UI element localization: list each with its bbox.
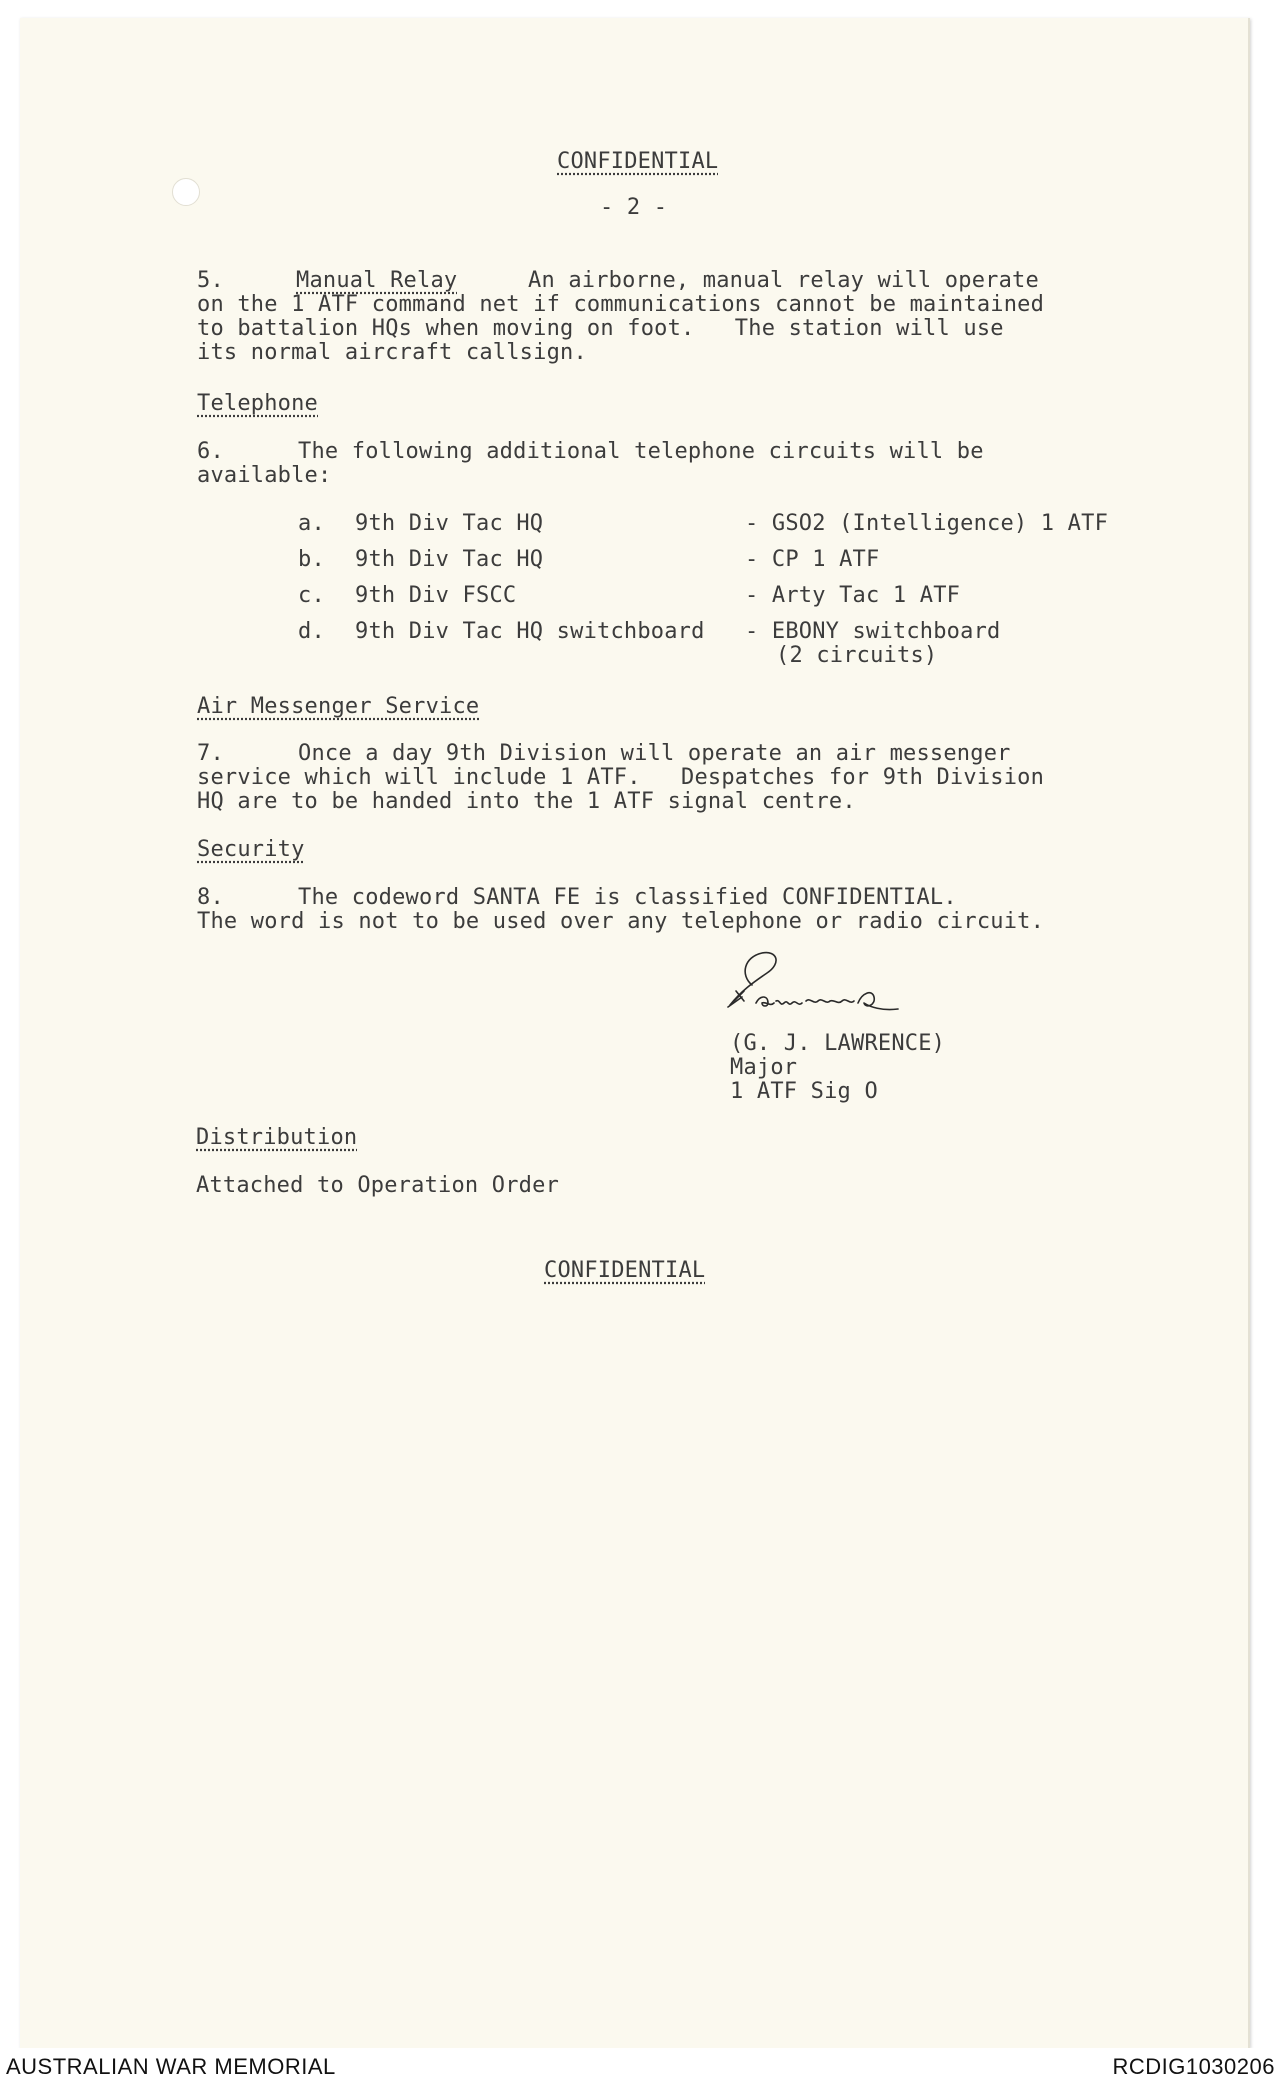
circuit-label: a. [298, 511, 325, 536]
circuit-from: 9th Div Tac HQ [355, 511, 544, 536]
distribution-heading: Distribution [196, 1125, 358, 1150]
para5-line2: on the 1 ATF command net if communications cannot be maintained [197, 292, 1045, 317]
security-heading: Security [197, 837, 305, 862]
circuit-to: - Arty Tac 1 ATF [745, 583, 961, 608]
classification-header: CONFIDENTIAL [557, 149, 719, 174]
circuit-from: 9th Div FSCC [355, 583, 517, 608]
para5-number: 5. [197, 268, 224, 293]
circuit-to-continued: (2 circuits) [776, 643, 938, 668]
para6-line1: The following additional telephone circuits will be [298, 439, 984, 464]
para8-line2: The word is not to be used over any telephone or radio circuit. [197, 909, 1045, 934]
circuit-from: 9th Div Tac HQ switchboard [355, 619, 705, 644]
archive-name: AUSTRALIAN WAR MEMORIAL [6, 2054, 336, 2079]
circuit-label: d. [298, 619, 325, 644]
para7-number: 7. [197, 741, 224, 766]
para7-line2: service which will include 1 ATF. Despatches for 9th Division [197, 765, 1045, 790]
signatory-name: (G. J. LAWRENCE) [730, 1031, 946, 1056]
punch-hole [172, 178, 200, 206]
para7-line1: Once a day 9th Division will operate an air messenger [298, 741, 1011, 766]
signatory-appointment: 1 ATF Sig O [730, 1079, 878, 1104]
para5-line3: to battalion HQs when moving on foot. The station will use [197, 316, 1004, 341]
para8-number: 8. [197, 885, 224, 910]
para6-number: 6. [197, 439, 224, 464]
classification-footer: CONFIDENTIAL [544, 1258, 706, 1283]
handwritten-signature [722, 945, 942, 1025]
archive-footer [0, 2048, 1283, 2082]
distribution-text: Attached to Operation Order [196, 1173, 560, 1198]
para5-line4: its normal aircraft callsign. [197, 340, 587, 365]
circuit-to: - CP 1 ATF [745, 547, 880, 572]
circuit-to: - GSO2 (Intelligence) 1 ATF [745, 511, 1109, 536]
para8-line1: The codeword SANTA FE is classified CONFIDENTIAL. [298, 885, 957, 910]
para5-line1: An airborne, manual relay will operate [528, 268, 1039, 293]
air-messenger-heading: Air Messenger Service [197, 694, 480, 719]
para7-line3: HQ are to be handed into the 1 ATF signal centre. [197, 789, 856, 814]
circuit-from: 9th Div Tac HQ [355, 547, 544, 572]
para6-line2: available: [197, 463, 332, 488]
para5-title: Manual Relay [296, 268, 458, 293]
signatory-rank: Major [730, 1055, 798, 1080]
telephone-heading: Telephone [197, 391, 319, 416]
page-number: - 2 - [600, 195, 668, 220]
archive-record-id: RCDIG1030206 [1112, 2054, 1275, 2079]
circuit-to: - EBONY switchboard [745, 619, 1001, 644]
circuit-label: c. [298, 583, 325, 608]
circuit-label: b. [298, 547, 325, 572]
